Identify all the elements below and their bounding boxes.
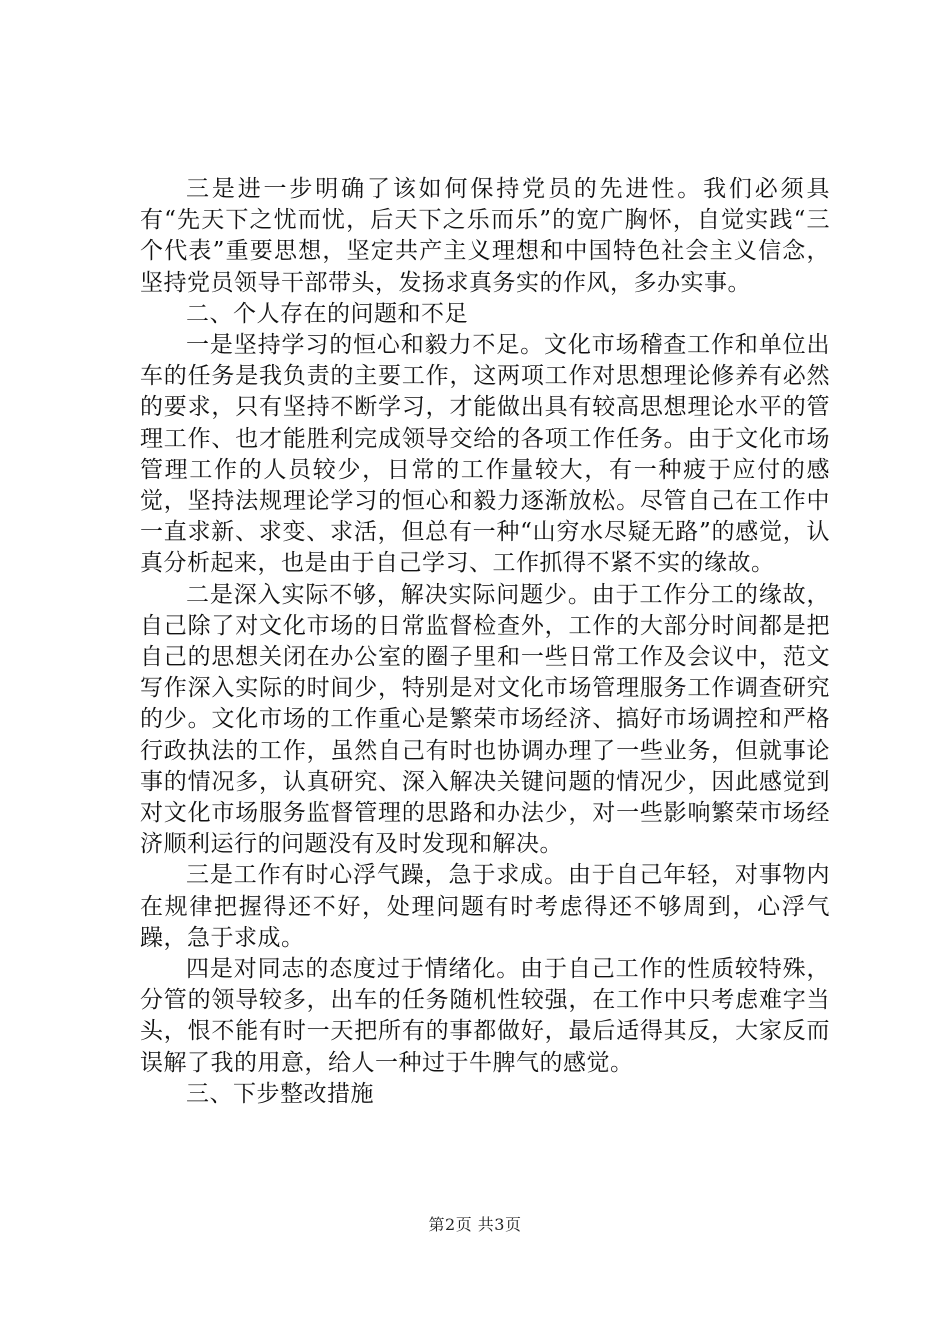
paragraph-study-perseverance: 一是坚持学习的恒心和毅力不足。文化市场稽查工作和单位出车的任务是我负责的主要工作，这两项工作对思想理论修养有必然的要求，只有坚持不断学习，才能做出具有较高思想理论水平的管理工作、也才能胜利完成领导交给的各项工作任务。由于文化市场管理工作的人员较少，日常的工作量较大，有一种疲于应付的感觉，坚持法规理论学习的恒心和毅力逐渐放松。尽管自己在工作中一直求新、求变、求活，但总有一种“山穷水尽疑无路”的感觉，认真分析起来，也是由于自己学习、工作抓得不紧不实的缘故。 [140,332,830,577]
section-heading-problems: 二、个人存在的问题和不足 [186,300,468,327]
paragraph-practical-work: 二是深入实际不够，解决实际问题少。由于工作分工的缘故，自己除了对文化市场的日常监督检查外，工作的大部分时间都是把自己的思想关闭在办公室的圈子里和一些日常工作及会议中，范文写作深入实际的时间少，特别是对文化市场管理服务工作调查研究的少。文化市场的工作重心是繁荣市场经济、搞好市场调控和严格行政执法的工作，虽然自己有时也协调办理了一些业务，但就事论事的情况多，认真研究、深入解决关键问题的情况少，因此感觉到对文化市场服务监督管理的思路和办法少，对一些影响繁荣市场经济顺利运行的问题没有及时发现和解决。 [140,581,830,858]
document-body [140,174,830,1110]
section-heading-rectification: 三、下步整改措施 [186,1080,374,1107]
paragraph-advanced-nature: 三是进一步明确了该如何保持党员的先进性。我们必须具有“先天下之忧而忧，后天下之乐而乐”的宽广胸怀，自觉实践“三个代表”重要思想，坚定共产主义理想和中国特色社会主义信念，坚持党员领导干部带头，发扬求真务实的作风，多办实事。 [140,176,830,296]
paragraph-attitude: 四是对同志的态度过于情绪化。由于自己工作的性质较特殊，分管的领导较多，出车的任务随机性较强，在工作中只考虑难字当头，恨不能有时一天把所有的事都做好，最后适得其反，大家反而误解了我的用意，给人一种过于牛脾气的感觉。 [140,956,830,1076]
paragraph-impatience: 三是工作有时心浮气躁，急于求成。由于自己年轻，对事物内在规律把握得还不好，处理问题有时考虑得还不够周到，心浮气躁，急于求成。 [140,862,830,951]
page-number-footer: 第2页 共3页 [428,1215,522,1234]
